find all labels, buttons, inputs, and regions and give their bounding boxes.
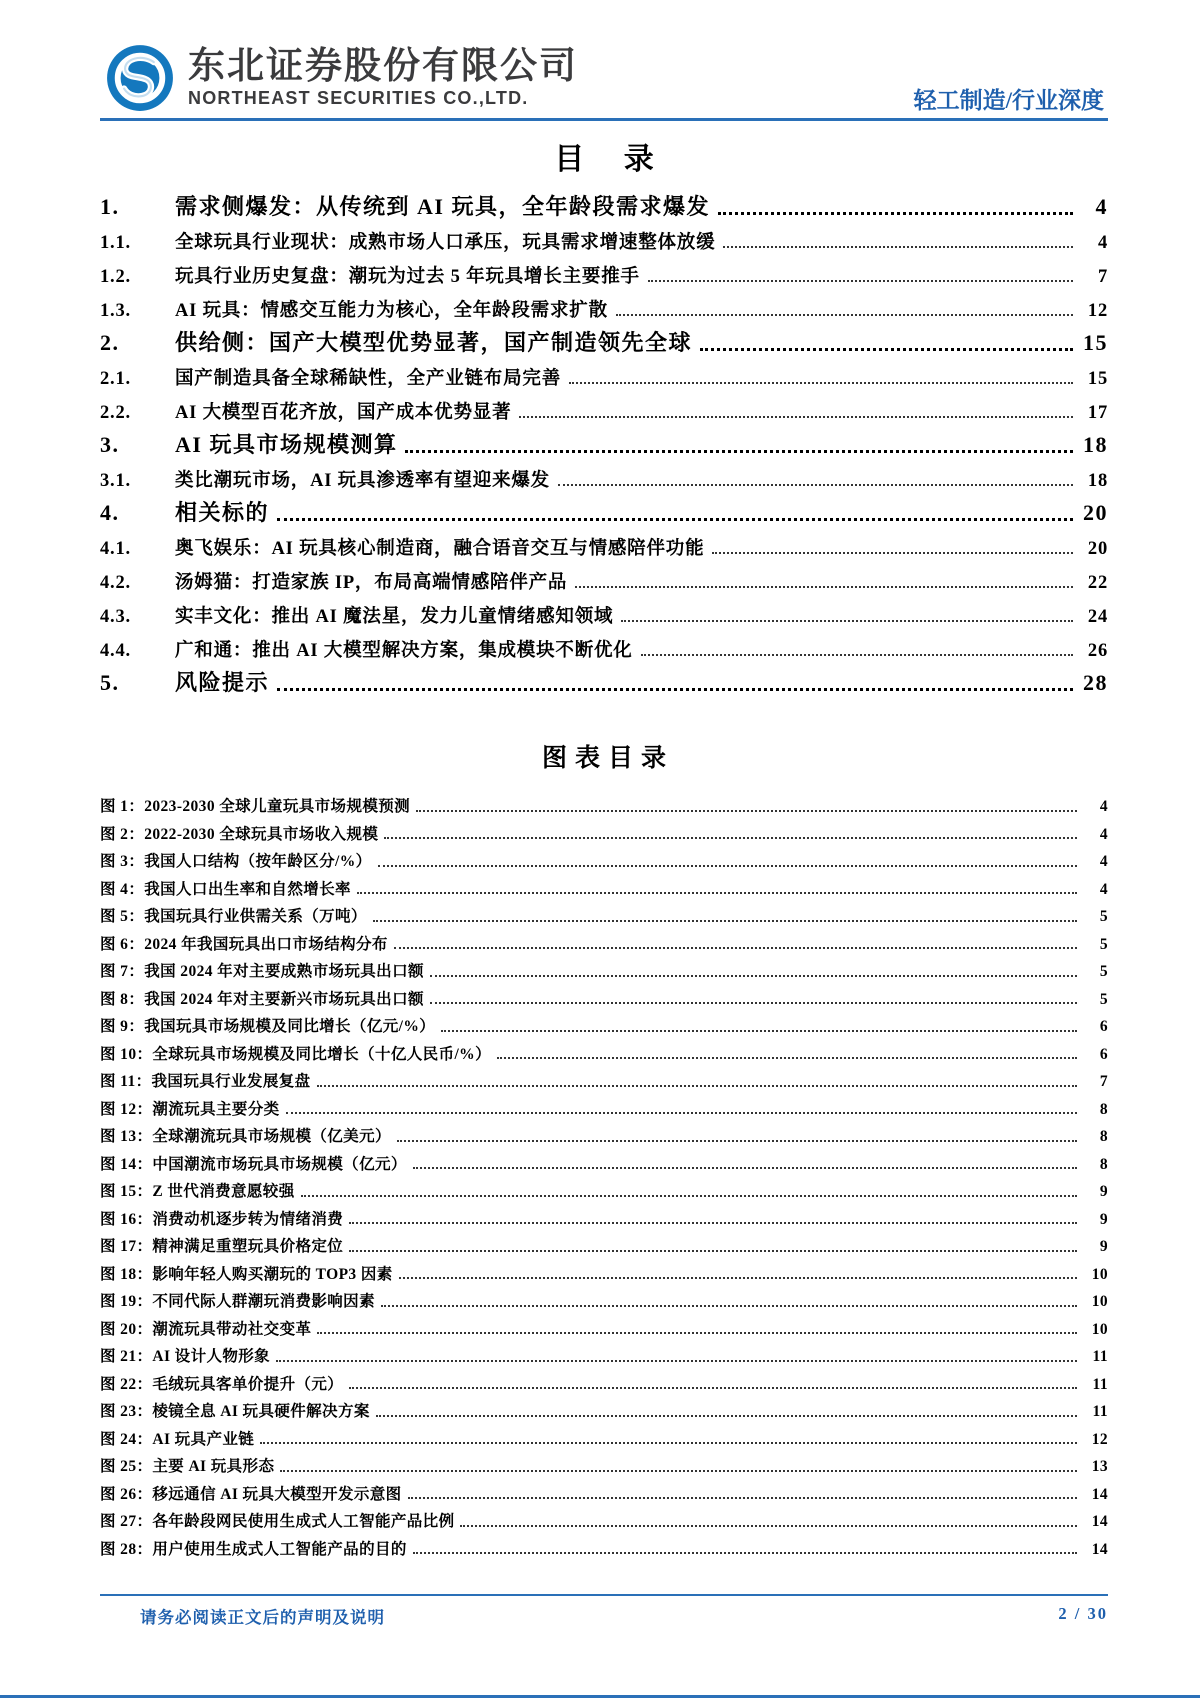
figure-entry-page: 9 — [1099, 1183, 1108, 1201]
figure-entry-page: 10 — [1091, 1265, 1108, 1283]
figure-entry-label: 图 6：2024 年我国玩具出口市场结构分布 — [100, 935, 388, 953]
figure-entry[interactable] — [100, 1535, 1108, 1563]
toc-entry-page: 15 — [1083, 329, 1108, 355]
figure-entry-page: 14 — [1091, 1513, 1108, 1531]
toc-entry-number: 4. — [100, 499, 120, 525]
toc-entry-number: 4.4. — [100, 640, 131, 661]
dot-leader — [575, 586, 1073, 588]
toc-entry-label: 类比潮玩市场，AI 玩具渗透率有望迎来爆发 — [175, 470, 550, 491]
figure-entry-page: 5 — [1099, 963, 1108, 981]
toc-entry[interactable] — [100, 224, 1108, 258]
toc-entry[interactable] — [100, 666, 1108, 700]
figure-entry-label: 图 19：不同代际人群潮玩消费影响因素 — [100, 1293, 375, 1311]
dot-leader — [301, 1195, 1077, 1197]
figure-entry[interactable] — [100, 1150, 1108, 1178]
dot-leader — [349, 1250, 1077, 1252]
figure-entry-label: 图 21：AI 设计人物形象 — [100, 1348, 271, 1366]
figure-entry-page: 9 — [1099, 1238, 1108, 1256]
figure-entry-label: 图 2：2022-2030 全球玩具市场收入规模 — [100, 825, 379, 843]
toc-entry-number: 3. — [100, 431, 120, 457]
dot-leader — [277, 518, 1073, 521]
figure-entry-page: 11 — [1092, 1403, 1108, 1421]
toc-entry-label: 供给侧：国产大模型优势显著，国产制造领先全球 — [175, 329, 693, 355]
toc-entry-page: 18 — [1087, 470, 1108, 491]
figure-entry[interactable] — [100, 1040, 1108, 1068]
dot-leader — [441, 1030, 1077, 1032]
figure-entry[interactable] — [100, 820, 1108, 848]
dot-leader — [277, 688, 1073, 691]
figure-entry[interactable] — [100, 930, 1108, 958]
dot-leader — [376, 1415, 1077, 1417]
figure-entry-label: 图 22：毛绒玩具客单价提升（元） — [100, 1375, 344, 1393]
dot-leader — [430, 1002, 1077, 1004]
toc-entry[interactable] — [100, 598, 1108, 632]
figure-entry-page: 7 — [1099, 1073, 1108, 1091]
toc-entry-number: 1. — [100, 193, 120, 219]
toc-entry-label: 风险提示 — [175, 669, 270, 695]
dot-leader — [399, 1277, 1077, 1279]
figure-entry[interactable] — [100, 1287, 1108, 1315]
toc-entry-page: 17 — [1087, 402, 1108, 423]
figure-entry-label: 图 27：各年龄段网民使用生成式人工智能产品比例 — [100, 1513, 455, 1531]
dot-leader — [286, 1112, 1077, 1114]
toc-title: 目 录 — [554, 143, 670, 176]
figure-directory — [100, 738, 1108, 1562]
toc-entry-page: 26 — [1087, 640, 1108, 661]
dot-leader — [416, 810, 1077, 812]
figure-entry-label: 图 12：潮流玩具主要分类 — [100, 1100, 280, 1118]
toc-entry-page: 18 — [1083, 431, 1108, 457]
toc-entry[interactable] — [100, 258, 1108, 292]
dot-leader — [718, 212, 1073, 215]
dot-leader — [616, 314, 1073, 316]
dot-leader — [700, 348, 1073, 351]
dot-leader — [408, 1497, 1077, 1499]
toc-entry-label: AI 大模型百花齐放，国产成本优势显著 — [175, 402, 512, 423]
figure-entry-label: 图 5：我国玩具行业供需关系（万吨） — [100, 908, 367, 926]
figure-entry-page: 5 — [1099, 990, 1108, 1008]
company-names — [188, 44, 578, 110]
toc-entry-page: 20 — [1083, 499, 1108, 525]
toc-entry[interactable] — [100, 462, 1108, 496]
toc-entry-label: 汤姆猫：打造家族 IP，布局高端情感陪伴产品 — [175, 572, 568, 593]
figure-entry[interactable] — [100, 1012, 1108, 1040]
toc-entry-label: 相关标的 — [175, 499, 270, 525]
toc-entry-page: 15 — [1087, 368, 1108, 389]
figure-entry[interactable] — [100, 1425, 1108, 1453]
figure-entry[interactable] — [100, 1507, 1108, 1535]
dot-leader — [413, 1552, 1077, 1554]
toc-entry[interactable] — [100, 632, 1108, 666]
header-divider — [100, 118, 1108, 121]
figure-entry-label: 图 17：精神满足重塑玩具价格定位 — [100, 1238, 344, 1256]
toc-entry[interactable] — [100, 428, 1108, 462]
toc-entry[interactable] — [100, 394, 1108, 428]
toc-entry-label: 广和通：推出 AI 大模型解决方案，集成模块不断优化 — [175, 640, 633, 661]
figure-entry-label: 图 14：中国潮流市场玩具市场规模（亿元） — [100, 1155, 407, 1173]
footer-page-indicator: 2 / 30 — [1058, 1604, 1108, 1623]
figure-entry-label: 图 7：我国 2024 年对主要成熟市场玩具出口额 — [100, 963, 424, 981]
figure-entry-label: 图 18：影响年轻人购买潮玩的 TOP3 因素 — [100, 1265, 393, 1283]
dot-leader — [373, 920, 1077, 922]
dot-leader — [641, 654, 1073, 656]
dot-leader — [430, 975, 1077, 977]
figure-entry-page: 11 — [1092, 1348, 1108, 1366]
dot-leader — [397, 1140, 1077, 1142]
figure-entry-page: 4 — [1099, 880, 1108, 898]
toc-entry-page: 20 — [1087, 538, 1108, 559]
figure-entry-label: 图 28：用户使用生成式人工智能产品的目的 — [100, 1540, 407, 1558]
toc-entry-number: 1.2. — [100, 266, 131, 287]
figure-entry-label: 图 20：潮流玩具带动社交变革 — [100, 1320, 312, 1338]
figure-entry-page: 14 — [1091, 1540, 1108, 1558]
toc-entry-page: 4 — [1097, 232, 1108, 253]
figure-entry-label: 图 3：我国人口结构（按年龄区分/%） — [100, 853, 372, 871]
toc-entry-number: 1.1. — [100, 232, 131, 253]
toc-entry-page: 7 — [1097, 266, 1108, 287]
page-footer — [100, 1604, 1108, 1628]
dot-leader — [558, 484, 1073, 486]
figure-entry[interactable] — [100, 902, 1108, 930]
dot-leader — [349, 1387, 1077, 1389]
dot-leader — [349, 1222, 1077, 1224]
figure-entry[interactable] — [100, 1315, 1108, 1343]
figure-entry-label: 图 15：Z 世代消费意愿较强 — [100, 1183, 295, 1201]
figure-entry[interactable] — [100, 1095, 1108, 1123]
figure-directory-title: 图表目录 — [541, 745, 674, 772]
figure-entry-page: 13 — [1091, 1458, 1108, 1476]
dot-leader — [357, 892, 1077, 894]
dot-leader — [413, 1167, 1077, 1169]
figure-entry-page: 12 — [1091, 1430, 1108, 1448]
toc-entry-page: 22 — [1087, 572, 1108, 593]
toc-entry-number: 5. — [100, 669, 120, 695]
toc-entry-label: 实丰文化：推出 AI 魔法星，发力儿童情绪感知领域 — [175, 606, 614, 627]
dot-leader — [569, 382, 1073, 384]
dot-leader — [405, 450, 1073, 453]
company-name-en: NORTHEAST SECURITIES CO.,LTD. — [188, 88, 529, 109]
dot-leader — [394, 947, 1077, 949]
figure-entry-label: 图 9：我国玩具市场规模及同比增长（亿元/%） — [100, 1018, 436, 1036]
figure-entry[interactable] — [100, 1067, 1108, 1095]
figure-list — [100, 792, 1108, 1562]
figure-entry-page: 14 — [1091, 1485, 1108, 1503]
toc-entry-number: 3.1. — [100, 470, 131, 491]
dot-leader — [723, 246, 1073, 248]
figure-entry[interactable] — [100, 1122, 1108, 1150]
report-category-tag: 轻工制造/行业深度 — [913, 88, 1104, 113]
toc-list — [100, 190, 1108, 700]
figure-entry[interactable] — [100, 1260, 1108, 1288]
figure-entry-page: 10 — [1091, 1293, 1108, 1311]
figure-entry-label: 图 1：2023-2030 全球儿童玩具市场规模预测 — [100, 798, 411, 816]
figure-entry-label: 图 13：全球潮流玩具市场规模（亿美元） — [100, 1128, 391, 1146]
figure-entry-label: 图 24：AI 玩具产业链 — [100, 1430, 255, 1448]
table-of-contents — [100, 134, 1108, 700]
toc-entry-number: 4.1. — [100, 538, 131, 559]
figure-entry[interactable] — [100, 792, 1108, 820]
toc-entry-number: 4.3. — [100, 606, 131, 627]
figure-entry-label: 图 4：我国人口出生率和自然增长率 — [100, 880, 351, 898]
figure-entry-page: 11 — [1092, 1375, 1108, 1393]
figure-entry-page: 5 — [1099, 908, 1108, 926]
toc-entry[interactable] — [100, 326, 1108, 360]
dot-leader — [276, 1360, 1077, 1362]
dot-leader — [460, 1525, 1077, 1527]
footer-disclaimer: 请务必阅读正文后的声明及说明 — [140, 1608, 385, 1627]
toc-entry-page: 4 — [1095, 193, 1108, 219]
figure-entry-label: 图 16：消费动机逐步转为情绪消费 — [100, 1210, 344, 1228]
toc-entry[interactable] — [100, 360, 1108, 394]
company-name-cn: 东北证券股份有限公司 — [188, 44, 578, 86]
toc-entry-page: 12 — [1087, 300, 1108, 321]
company-logo-icon — [106, 44, 174, 112]
figure-entry[interactable] — [100, 1342, 1108, 1370]
toc-entry[interactable] — [100, 530, 1108, 564]
toc-entry-label: 玩具行业历史复盘：潮玩为过去 5 年玩具增长主要推手 — [175, 266, 640, 287]
figure-entry[interactable] — [100, 1232, 1108, 1260]
toc-entry[interactable] — [100, 190, 1108, 224]
figure-entry-label: 图 26：移远通信 AI 玩具大模型开发示意图 — [100, 1485, 402, 1503]
figure-entry[interactable] — [100, 875, 1108, 903]
toc-entry-number: 2.2. — [100, 402, 131, 423]
figure-entry[interactable] — [100, 1177, 1108, 1205]
figure-entry-page: 4 — [1099, 798, 1108, 816]
toc-entry-label: 奥飞娱乐：AI 玩具核心制造商，融合语音交互与情感陪伴功能 — [175, 538, 705, 559]
figure-entry-page: 4 — [1099, 853, 1108, 871]
figure-entry[interactable] — [100, 985, 1108, 1013]
dot-leader — [621, 620, 1073, 622]
toc-entry[interactable] — [100, 564, 1108, 598]
figure-entry-page: 6 — [1099, 1045, 1108, 1063]
figure-entry[interactable] — [100, 1452, 1108, 1480]
toc-entry-number: 1.3. — [100, 300, 131, 321]
figure-entry-label: 图 8：我国 2024 年对主要新兴市场玩具出口额 — [100, 990, 424, 1008]
dot-leader — [381, 1305, 1077, 1307]
figure-entry-page: 4 — [1099, 825, 1108, 843]
dot-leader — [378, 865, 1077, 867]
figure-entry-page: 8 — [1099, 1155, 1108, 1173]
toc-entry-label: 全球玩具行业现状：成熟市场人口承压，玩具需求增速整体放缓 — [175, 232, 716, 253]
figure-entry-page: 9 — [1099, 1210, 1108, 1228]
toc-entry-page: 24 — [1087, 606, 1108, 627]
figure-entry-page: 8 — [1099, 1128, 1108, 1146]
figure-entry[interactable] — [100, 957, 1108, 985]
footer-divider — [100, 1594, 1108, 1596]
figure-entry-page: 6 — [1099, 1018, 1108, 1036]
toc-entry-number: 2. — [100, 329, 120, 355]
toc-entry-page: 28 — [1083, 669, 1108, 695]
figure-entry-page: 8 — [1099, 1100, 1108, 1118]
figure-entry[interactable] — [100, 847, 1108, 875]
figure-entry-label: 图 23：棱镜全息 AI 玩具硬件解决方案 — [100, 1403, 370, 1421]
toc-entry-label: 需求侧爆发：从传统到 AI 玩具，全年龄段需求爆发 — [175, 193, 710, 219]
figure-entry[interactable] — [100, 1370, 1108, 1398]
figure-entry-page: 10 — [1091, 1320, 1108, 1338]
dot-leader — [317, 1332, 1077, 1334]
toc-entry[interactable] — [100, 496, 1108, 530]
dot-leader — [648, 280, 1073, 282]
dot-leader — [712, 552, 1073, 554]
toc-entry-number: 2.1. — [100, 368, 131, 389]
figure-entry[interactable] — [100, 1480, 1108, 1508]
figure-entry[interactable] — [100, 1397, 1108, 1425]
toc-entry-label: AI 玩具：情感交互能力为核心，全年龄段需求扩散 — [175, 300, 608, 321]
dot-leader — [280, 1470, 1077, 1472]
toc-entry[interactable] — [100, 292, 1108, 326]
figure-entry-label: 图 11：我国玩具行业发展复盘 — [100, 1073, 311, 1091]
figure-entry-label: 图 25：主要 AI 玩具形态 — [100, 1458, 275, 1476]
figure-entry-page: 5 — [1099, 935, 1108, 953]
toc-entry-label: 国产制造具备全球稀缺性，全产业链布局完善 — [175, 368, 562, 389]
dot-leader — [497, 1057, 1077, 1059]
figure-entry[interactable] — [100, 1205, 1108, 1233]
dot-leader — [384, 837, 1077, 839]
company-logo-block — [106, 44, 578, 112]
toc-entry-number: 4.2. — [100, 572, 131, 593]
figure-entry-label: 图 10：全球玩具市场规模及同比增长（十亿人民币/%） — [100, 1045, 491, 1063]
dot-leader — [317, 1085, 1077, 1087]
dot-leader — [260, 1442, 1077, 1444]
toc-entry-label: AI 玩具市场规模测算 — [175, 431, 398, 457]
dot-leader — [519, 416, 1073, 418]
